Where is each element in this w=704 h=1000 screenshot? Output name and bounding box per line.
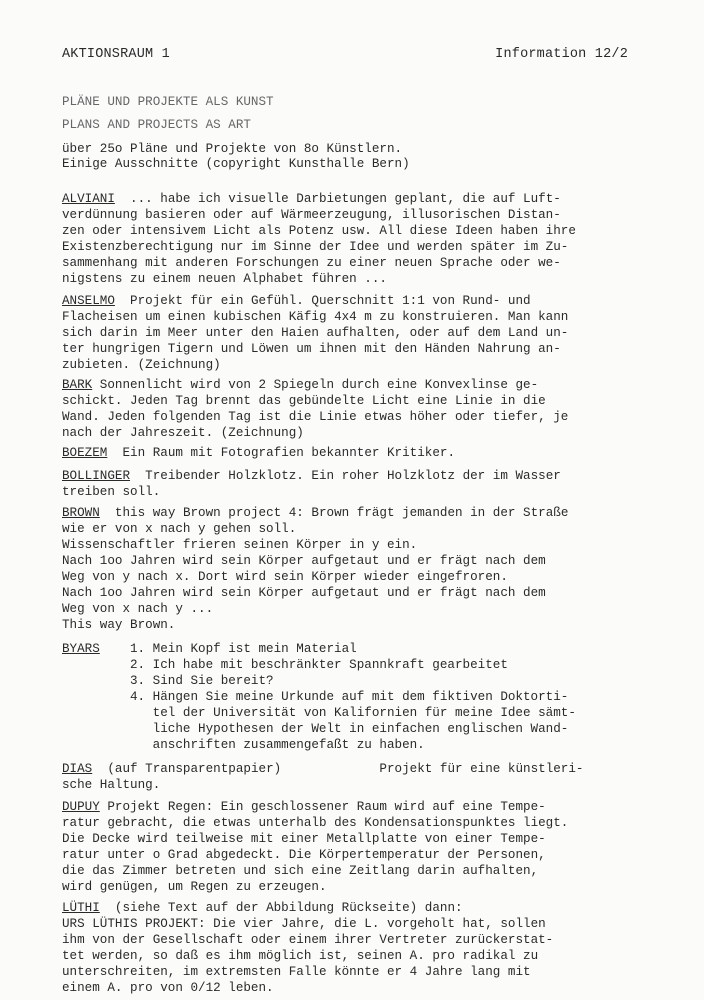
- header-left: AKTIONSRAUM 1: [62, 47, 170, 62]
- entry-line: This way Brown.: [62, 618, 176, 632]
- list-item: 2. Ich habe mit beschränkter Spannkraft gearbeitet: [130, 658, 508, 672]
- entry-line: zubieten. (Zeichnung): [62, 358, 221, 372]
- entry-boezem: [62, 445, 455, 461]
- entry-line: nigstens zu einem neuen Alphabet führen ...: [62, 272, 387, 286]
- artist-name: ANSELMO: [62, 294, 115, 308]
- entry-line: Treibender Holzklotz. Ein roher Holzklotz der im Wasser: [145, 469, 561, 483]
- list-item: liche Hypothesen der Welt in einfachen englischen Wand-: [130, 722, 569, 736]
- entry-line: verdünnung basieren oder auf Wärmeerzeugung, illusorischen Distan-: [62, 208, 561, 222]
- entry-line: Weg von x nach y ...: [62, 602, 214, 616]
- entry-line: Sonnenlicht wird von 2 Spiegeln durch eine Konvexlinse ge-: [99, 378, 539, 392]
- entry-dias: [62, 761, 583, 777]
- entry-bollinger: [62, 468, 561, 484]
- entry-line: tet werden, so daß es ihm möglich ist, seinen A. pro radikal zu: [62, 949, 539, 963]
- artist-name: DUPUY: [62, 800, 100, 814]
- entry-line: Projekt Regen: Ein geschlossener Raum wird auf eine Tempe-: [107, 800, 546, 814]
- entry-line: ratur unter o Grad abgedeckt. Die Körpertemperatur der Personen,: [62, 848, 546, 862]
- title-german: PLÄNE UND PROJEKTE ALS KUNST: [62, 95, 274, 109]
- entry-line: Nach 1oo Jahren wird sein Körper aufgetaut und er frägt nach dem: [62, 586, 546, 600]
- entry-line: ihm von der Gesellschaft oder einem ihrer Vertreter zurückerstat-: [62, 933, 554, 947]
- intro-line: Einige Ausschnitte (copyright Kunsthalle Bern): [62, 157, 410, 171]
- entry-byars: [62, 641, 100, 657]
- entry-line: wie er von x nach y gehen soll.: [62, 522, 297, 536]
- entry-line: ratur gebracht, die etwas unterhalb des Kondensationspunktes liegt.: [62, 816, 569, 830]
- entry-brown: [62, 505, 568, 521]
- entry-line: treiben soll.: [62, 485, 161, 499]
- intro-line: über 25o Pläne und Projekte von 8o Künstlern.: [62, 142, 403, 156]
- header-right: Information 12/2: [495, 47, 628, 62]
- entry-line: this way Brown project 4: Brown frägt jemanden in der Straße: [114, 506, 569, 520]
- artist-name: BOEZEM: [62, 446, 108, 460]
- entry-bark: [62, 377, 538, 393]
- entry-line: einem A. pro von 0/12 leben.: [62, 981, 274, 995]
- entry-line: Flacheisen um einen kubischen Käfig 4x4 m zu konstruieren. Man kann: [62, 310, 569, 324]
- entry-line: (auf Transparentpapier) Projekt für eine künstleri-: [107, 762, 584, 776]
- entry-line: zen oder intensivem Licht als Potenz usw. All diese Ideen haben ihre: [62, 224, 576, 238]
- entry-luethi: [62, 900, 463, 916]
- list-item: 3. Sind Sie bereit?: [130, 674, 274, 688]
- entry-line: Existenzberechtigung nur im Sinne der Idee und werden später im Zu-: [62, 240, 569, 254]
- entry-line: wird genügen, um Regen zu erzeugen.: [62, 880, 327, 894]
- artist-name: ALVIANI: [62, 192, 115, 206]
- entry-line: Wissenschaftler frieren seinen Körper in y ein.: [62, 538, 418, 552]
- list-item: 4. Hängen Sie meine Urkunde auf mit dem fiktiven Doktorti-: [130, 690, 569, 704]
- entry-line: ... habe ich visuelle Darbietungen geplant, die auf Luft-: [130, 192, 561, 206]
- entry-line: sammenhang mit anderen Forschungen zu einer neuen Sprache oder we-: [62, 256, 561, 270]
- list-item: anschriften zusammengefaßt zu haben.: [130, 738, 425, 752]
- entry-line: die das Zimmer betreten und sich eine Zeitlang darin aufhalten,: [62, 864, 539, 878]
- artist-name: BROWN: [62, 506, 100, 520]
- entry-line: (siehe Text auf der Abbildung Rückseite) dann:: [114, 901, 463, 915]
- entry-line: Ein Raum mit Fotografien bekannter Kritiker.: [122, 446, 456, 460]
- entry-anselmo: [62, 293, 531, 309]
- entry-alviani: [62, 191, 561, 207]
- title-english: PLANS AND PROJECTS AS ART: [62, 118, 251, 132]
- entry-line: Weg von y nach x. Dort wird sein Körper wieder eingefroren.: [62, 570, 508, 584]
- entry-line: unterschreiten, im extremsten Falle könnte er 4 Jahre lang mit: [62, 965, 531, 979]
- entry-line: sche Haltung.: [62, 778, 161, 792]
- entry-line: ter hungrigen Tigern und Löwen um ihnen mit den Händen Nahrung an-: [62, 342, 561, 356]
- artist-name: BOLLINGER: [62, 469, 131, 483]
- entry-dupuy: [62, 799, 546, 815]
- artist-name: BARK: [62, 378, 93, 392]
- artist-name: LÜTHI: [62, 901, 100, 915]
- entry-line: Projekt für ein Gefühl. Querschnitt 1:1 von Rund- und: [130, 294, 531, 308]
- artist-name: DIAS: [62, 762, 93, 776]
- entry-line: schickt. Jeden Tag brennt das gebündelte Licht eine Linie in die: [62, 394, 546, 408]
- entry-line: URS LÜTHIS PROJEKT: Die vier Jahre, die L. vorgeholt hat, sollen: [62, 917, 546, 931]
- list-item: tel der Universität von Kalifornien für meine Idee sämt-: [130, 706, 576, 720]
- artist-name: BYARS: [62, 642, 100, 656]
- entry-line: sich darin im Meer unter den Haien aufhalten, oder auf dem Land un-: [62, 326, 569, 340]
- list-item: 1. Mein Kopf ist mein Material: [130, 642, 357, 656]
- entry-line: Die Decke wird teilweise mit einer Metallplatte von einer Tempe-: [62, 832, 546, 846]
- entry-line: Nach 1oo Jahren wird sein Körper aufgetaut und er frägt nach dem: [62, 554, 546, 568]
- entry-line: nach der Jahreszeit. (Zeichnung): [62, 426, 304, 440]
- entry-line: Wand. Jeden folgenden Tag ist die Linie etwas höher oder tiefer, je: [62, 410, 569, 424]
